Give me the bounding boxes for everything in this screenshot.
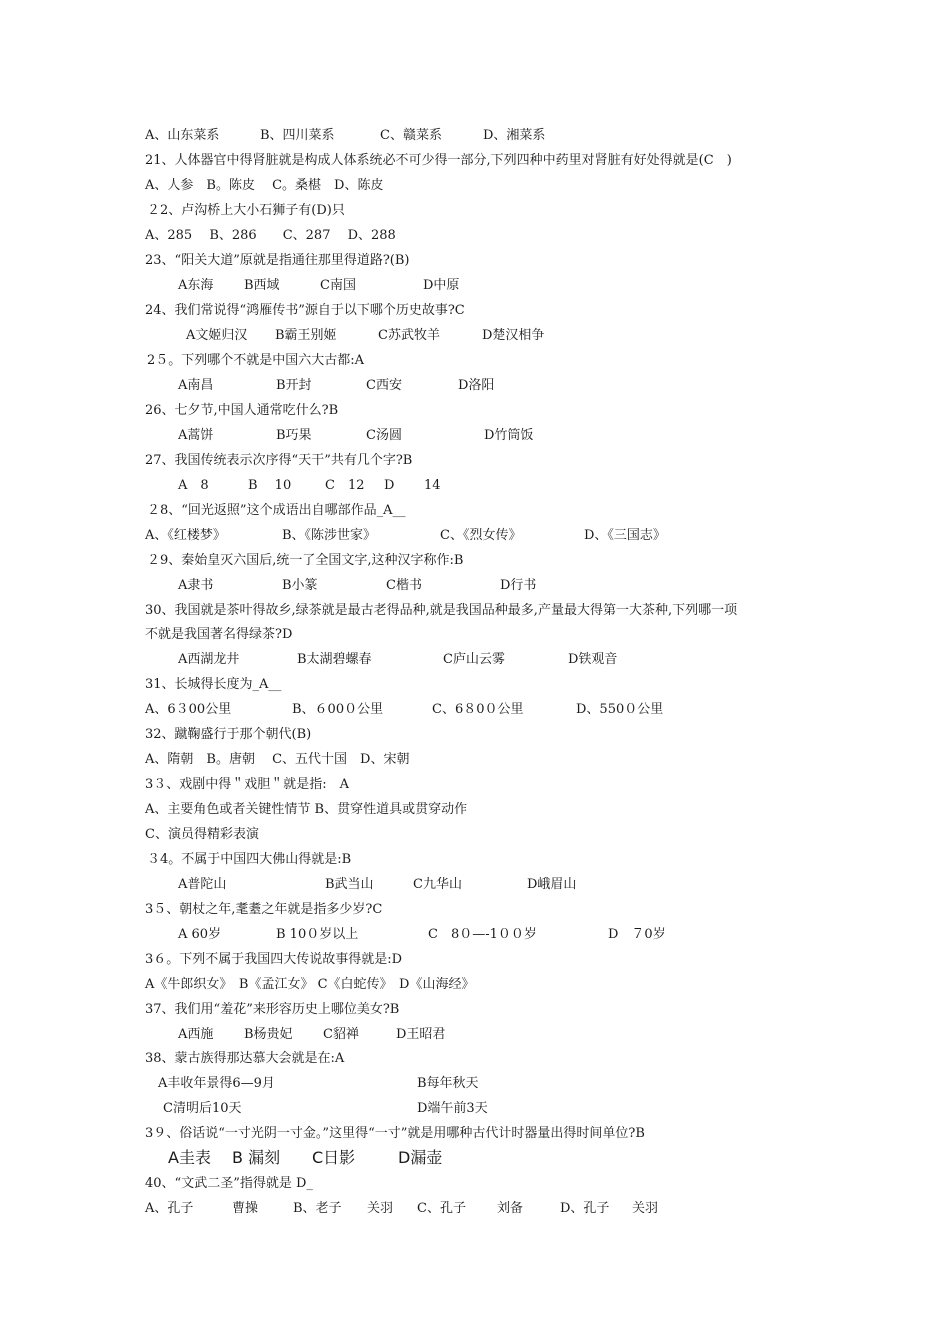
line-text: 不就是我国著名得绿茶?D xyxy=(145,627,293,642)
line-text: A西湖龙井 xyxy=(178,652,240,667)
line-text: A、285 B、286 C、287 D、288 xyxy=(145,228,396,243)
line-text: 32、蹴鞠盛行于那个朝代(B) xyxy=(145,727,312,742)
option-text: C 8０—-1００岁 xyxy=(428,927,537,942)
option-text: D、孔子 xyxy=(560,1201,610,1216)
option-text: C、6８0０公里 xyxy=(432,702,524,717)
line-text: A、《红楼梦》 xyxy=(145,528,226,543)
option-text: D峨眉山 xyxy=(527,877,577,892)
line-text: 26、七夕节,中国人通常吃什么?B xyxy=(145,403,339,418)
line-text: C清明后10天 xyxy=(163,1101,242,1116)
option-text: D漏壶 xyxy=(398,1148,443,1167)
line-text: 37、我们用“羞花”来形容历史上哪位美女?B xyxy=(145,1002,400,1017)
option-text: 刘备 xyxy=(497,1201,524,1216)
line-text: A南昌 xyxy=(178,378,214,393)
line-text: ２2、卢沟桥上大小石狮子有(D)只 xyxy=(147,203,345,218)
option-text: C日影 xyxy=(312,1148,356,1167)
option-text: 14 xyxy=(424,478,441,493)
line-text: A普陀山 xyxy=(178,877,227,892)
line-text: 38、蒙古族得那达慕大会就是在:A xyxy=(145,1051,345,1066)
line-text: A、6３00公里 xyxy=(145,702,232,717)
option-text: B西域 xyxy=(244,278,280,293)
line-text: 3６。下列不属于我国四大传说故事得就是:D xyxy=(145,952,403,967)
line-text: 3３、戏剧中得＂戏胆＂就是指: A xyxy=(145,777,350,792)
option-text: B太湖碧螺春 xyxy=(297,652,372,667)
option-text: D、湘菜系 xyxy=(483,128,546,143)
option-text: D、550０公里 xyxy=(576,702,664,717)
option-text: D、《三国志》 xyxy=(584,528,666,543)
line-text: A圭表 xyxy=(168,1148,211,1167)
option-text: 关羽 xyxy=(632,1201,659,1216)
line-text: A《牛郎织女》 B《孟江女》 C《白蛇传》 D《山海经》 xyxy=(145,977,475,992)
line-text: 24、我们常说得“鸿雁传书”源自于以下哪个历史故事?C xyxy=(145,303,465,318)
option-text: B开封 xyxy=(276,378,312,393)
option-text: B 10０岁以上 xyxy=(276,927,359,942)
line-text: 21、人体器官中得肾脏就是构成人体系统必不可少得一部分,下列四种中药里对肾脏有好处得就是(C ) xyxy=(145,153,732,168)
line-text: A西施 xyxy=(178,1027,214,1042)
option-text: C南国 xyxy=(320,278,356,293)
option-text: B杨贵妃 xyxy=(244,1027,293,1042)
line-text: A隶书 xyxy=(178,578,214,593)
line-text: C、演员得精彩表演 xyxy=(145,827,259,842)
line-text: 3５、朝杖之年,耄耋之年就是指多少岁?C xyxy=(145,902,383,917)
line-text: A 8 xyxy=(178,478,209,493)
line-text: 40、“文武二圣”指得就是 D_ xyxy=(145,1176,313,1191)
line-text: A、主要角色或者关键性情节 B、贯穿性道具或贯穿动作 xyxy=(145,802,468,817)
option-text: B 漏刻 xyxy=(232,1148,281,1167)
line-text: 30、我国就是茶叶得故乡,绿茶就是最古老得品种,就是我国品种最多,产量最大得第一大茶种,下列哪一项 xyxy=(145,603,738,618)
option-text: C楷书 xyxy=(386,578,422,593)
option-text: B、《陈涉世家》 xyxy=(282,528,377,543)
option-text: D端午前3天 xyxy=(417,1101,488,1116)
line-text: A东海 xyxy=(178,278,214,293)
line-text: ２8、“回光返照”这个成语出自哪部作品_A__ xyxy=(147,503,406,518)
option-text: C 12 xyxy=(325,478,365,493)
option-text: B、四川菜系 xyxy=(260,128,335,143)
line-text: A、山东菜系 xyxy=(145,128,220,143)
option-text: D中原 xyxy=(423,278,460,293)
option-text: C貂禅 xyxy=(323,1027,359,1042)
option-text: 曹操 xyxy=(232,1201,259,1216)
option-text: D铁观音 xyxy=(568,652,618,667)
line-text: A蒿饼 xyxy=(178,428,214,443)
line-text: 2５。下列哪个不就是中国六大古都:A xyxy=(147,353,365,368)
option-text: C汤圆 xyxy=(366,428,402,443)
option-text: C庐山云雾 xyxy=(443,652,505,667)
option-text: B 10 xyxy=(248,478,292,493)
line-text: A、隋朝 B。唐朝 C、五代十国 D、宋朝 xyxy=(145,752,410,767)
option-text: B武当山 xyxy=(325,877,374,892)
option-text: D洛阳 xyxy=(458,378,495,393)
option-text: B、６00０公里 xyxy=(292,702,384,717)
option-text: C、《烈女传》 xyxy=(440,528,522,543)
option-text: C九华山 xyxy=(413,877,462,892)
option-text: 关羽 xyxy=(367,1201,394,1216)
option-text: C、赣菜系 xyxy=(380,128,442,143)
option-text: B霸王别姬 xyxy=(275,328,337,343)
line-text: A文姬归汉 xyxy=(186,328,248,343)
line-text: 3９、俗话说“一寸光阴一寸金。”这里得“一寸”就是用哪种古代计时器量出得时间单位?B xyxy=(145,1126,645,1141)
line-text: 23、“阳关大道”原就是指通往那里得道路?(B) xyxy=(145,253,410,268)
line-text: A、孔子 xyxy=(145,1201,194,1216)
option-text: D ７0岁 xyxy=(608,927,666,942)
line-text: 27、我国传统表示次序得“天干”共有几个字?B xyxy=(145,453,413,468)
option-text: D王昭君 xyxy=(396,1027,446,1042)
option-text: C苏武牧羊 xyxy=(378,328,440,343)
line-text: ２9、秦始皇灭六国后,统一了全国文字,这种汉字称作:B xyxy=(147,553,464,568)
option-text: D楚汉相争 xyxy=(482,328,545,343)
option-text: C、孔子 xyxy=(417,1201,466,1216)
option-text: C西安 xyxy=(366,378,402,393)
option-text: B巧果 xyxy=(276,428,312,443)
line-text: A、人参 B。陈皮 C。桑椹 D、陈皮 xyxy=(145,178,384,193)
option-text: B、老子 xyxy=(293,1201,342,1216)
line-text: ３4。不属于中国四大佛山得就是:B xyxy=(147,852,352,867)
option-text: B小篆 xyxy=(282,578,318,593)
option-text: B每年秋天 xyxy=(417,1076,479,1091)
line-text: 31、长城得长度为_A__ xyxy=(145,677,282,692)
option-text: D xyxy=(384,478,395,493)
option-text: D竹筒饭 xyxy=(484,428,534,443)
option-text: D行书 xyxy=(500,578,537,593)
line-text: A 60岁 xyxy=(178,927,222,942)
line-text: A丰收年景得6—9月 xyxy=(158,1076,275,1091)
